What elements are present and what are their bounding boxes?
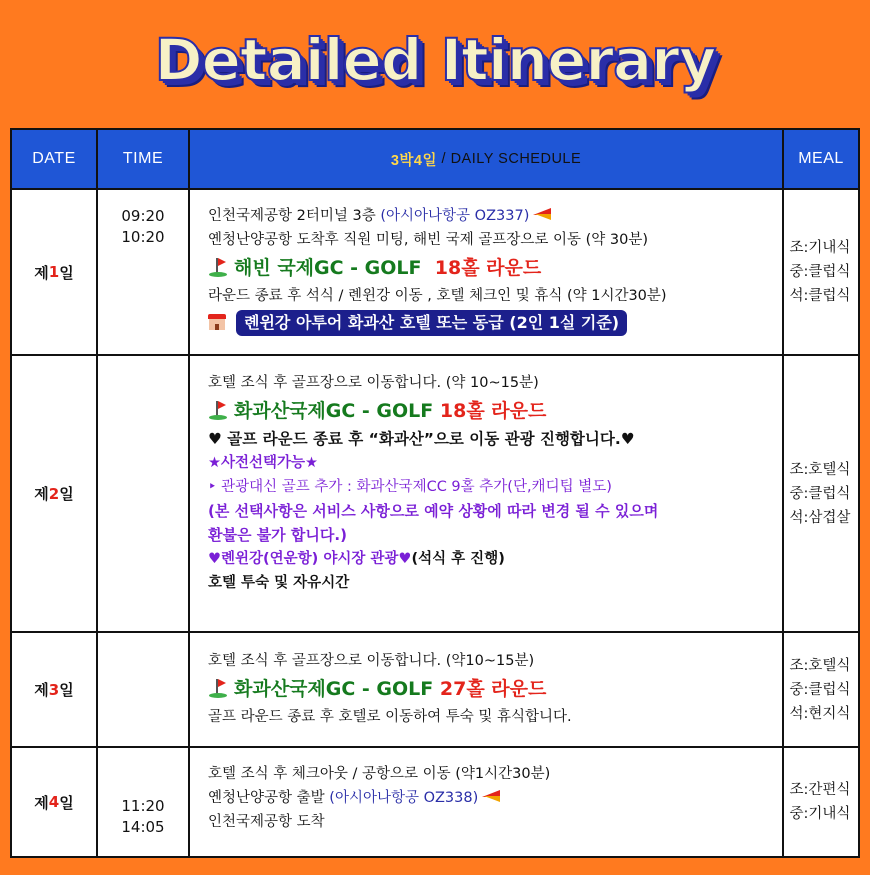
meal-breakfast: 조:간편식 bbox=[789, 782, 851, 798]
schedule-cell bbox=[208, 762, 768, 834]
meal-dinner: 석:삼겹살 bbox=[789, 509, 851, 526]
meal-cell bbox=[784, 748, 856, 856]
itinerary-table bbox=[10, 128, 860, 858]
time-cell bbox=[98, 206, 188, 248]
table-row-day2 bbox=[12, 356, 858, 631]
schedule-cell bbox=[208, 371, 768, 595]
schedule-line: 라운드 종료 후 석식 / 롄윈강 이동 , 호텔 체크인 및 휴식 (약 1시간30분) bbox=[208, 288, 667, 304]
header-date: DATE bbox=[32, 150, 76, 167]
golf-flag-icon bbox=[208, 678, 228, 698]
schedule-line: 호텔 조식 후 체크아웃 / 공항으로 이동 (약1시간30분) bbox=[208, 766, 551, 782]
airline-logo-icon bbox=[533, 208, 553, 222]
meal-lunch: 중:기내식 bbox=[789, 806, 851, 822]
schedule-cell bbox=[208, 204, 768, 340]
meal-cell bbox=[784, 633, 856, 746]
meal-cell bbox=[784, 356, 856, 631]
day-label: 제 4 일 bbox=[34, 793, 74, 812]
golf-round-line: 화과산국제GC - GOLF 18홀 라운드 bbox=[208, 395, 768, 427]
schedule-line: 호텔 조식 후 골프장으로 이동합니다. (약10~15분) bbox=[208, 653, 535, 669]
header-schedule-label: / DAILY SCHEDULE bbox=[437, 151, 582, 167]
schedule-line: ♥ 골프 라운드 종료 후 “화과산”으로 이동 관광 진행합니다.♥ bbox=[208, 430, 635, 448]
meal-lunch: 중:클럽식 bbox=[789, 264, 851, 280]
arrival-time: 14:05 bbox=[121, 818, 165, 836]
header-time: TIME bbox=[122, 150, 164, 167]
golf-round-line: 화과산국제GC - GOLF 27홀 라운드 bbox=[208, 673, 768, 705]
schedule-line: (본 선택사항은 서비스 사항으로 예약 상황에 따라 변경 될 수 있으며 bbox=[208, 502, 659, 520]
meal-breakfast: 조:기내식 bbox=[789, 240, 851, 256]
flight-info: (아시아나항공 OZ337) bbox=[380, 208, 530, 224]
schedule-line: 골프 라운드 종료 후 호텔로 이동하여 투숙 및 휴식합니다. bbox=[208, 709, 572, 725]
schedule-line: ★사전선택가능★ bbox=[208, 455, 319, 471]
flight-info: (아시아나항공 OZ338) bbox=[329, 790, 479, 806]
table-row-day1 bbox=[12, 190, 858, 354]
meal-breakfast: 조:호텔식 bbox=[789, 657, 851, 674]
meal-dinner: 석:클럽식 bbox=[789, 288, 851, 304]
meal-breakfast: 조:호텔식 bbox=[789, 461, 851, 478]
golf-flag-icon bbox=[208, 257, 228, 277]
schedule-line: 환불은 불가 합니다.) bbox=[208, 526, 347, 544]
schedule-line: 호텔 투숙 및 자유시간 bbox=[208, 575, 350, 591]
schedule-line: ♥롄윈강(연운항) 야시장 관광♥(석식 후 진행) bbox=[208, 551, 505, 567]
hotel-line bbox=[208, 308, 768, 340]
day-label: 제 2 일 bbox=[34, 484, 74, 503]
hotel-badge: 롄윈강 아투어 화과산 호텔 또는 동급 (2인 1실 기준) bbox=[236, 310, 627, 336]
table-row-day3 bbox=[12, 633, 858, 746]
header-meal: MEAL bbox=[798, 150, 844, 167]
departure-time: 09:20 bbox=[121, 207, 165, 225]
golf-flag-icon bbox=[208, 400, 228, 420]
schedule-cell bbox=[208, 649, 768, 729]
meal-dinner: 석:현지식 bbox=[789, 705, 851, 722]
schedule-line: 호텔 조식 후 골프장으로 이동합니다. (약 10~15분) bbox=[208, 375, 539, 391]
airline-logo-icon bbox=[482, 790, 502, 804]
day-label: 제 1 일 bbox=[34, 263, 74, 282]
meal-lunch: 중:클럽식 bbox=[789, 681, 851, 698]
arrival-time: 10:20 bbox=[121, 228, 165, 246]
day-label: 제 3 일 bbox=[34, 680, 74, 699]
schedule-line: ‣ 관광대신 골프 추가 : 화과산국제CC 9홀 추가(단,캐디팁 별도) bbox=[208, 479, 612, 495]
table-row-day4 bbox=[12, 748, 858, 856]
schedule-line: 옌청난양공항 출발 (아시아나항공 OZ338) bbox=[208, 786, 768, 810]
time-cell bbox=[98, 796, 188, 838]
header-schedule bbox=[190, 130, 782, 188]
schedule-line: 인천국제공항 2터미널 3층 (아시아나항공 OZ337) bbox=[208, 204, 768, 228]
header-schedule-duration: 3박4일 bbox=[390, 152, 437, 169]
golf-round-line: 해빈 국제GC - GOLF 18홀 라운드 bbox=[208, 252, 768, 284]
meal-cell bbox=[784, 190, 856, 354]
meal-lunch: 중:클럽식 bbox=[789, 485, 851, 502]
schedule-line: 옌청난양공항 도착후 직원 미팅, 해빈 국제 골프장으로 이동 (약 30분) bbox=[208, 232, 649, 248]
hotel-icon bbox=[208, 314, 226, 330]
table-header bbox=[12, 130, 858, 190]
schedule-line: 인천국제공항 도착 bbox=[208, 814, 325, 830]
departure-time: 11:20 bbox=[121, 797, 165, 815]
page-title: Detailed Itinerary bbox=[154, 26, 716, 94]
